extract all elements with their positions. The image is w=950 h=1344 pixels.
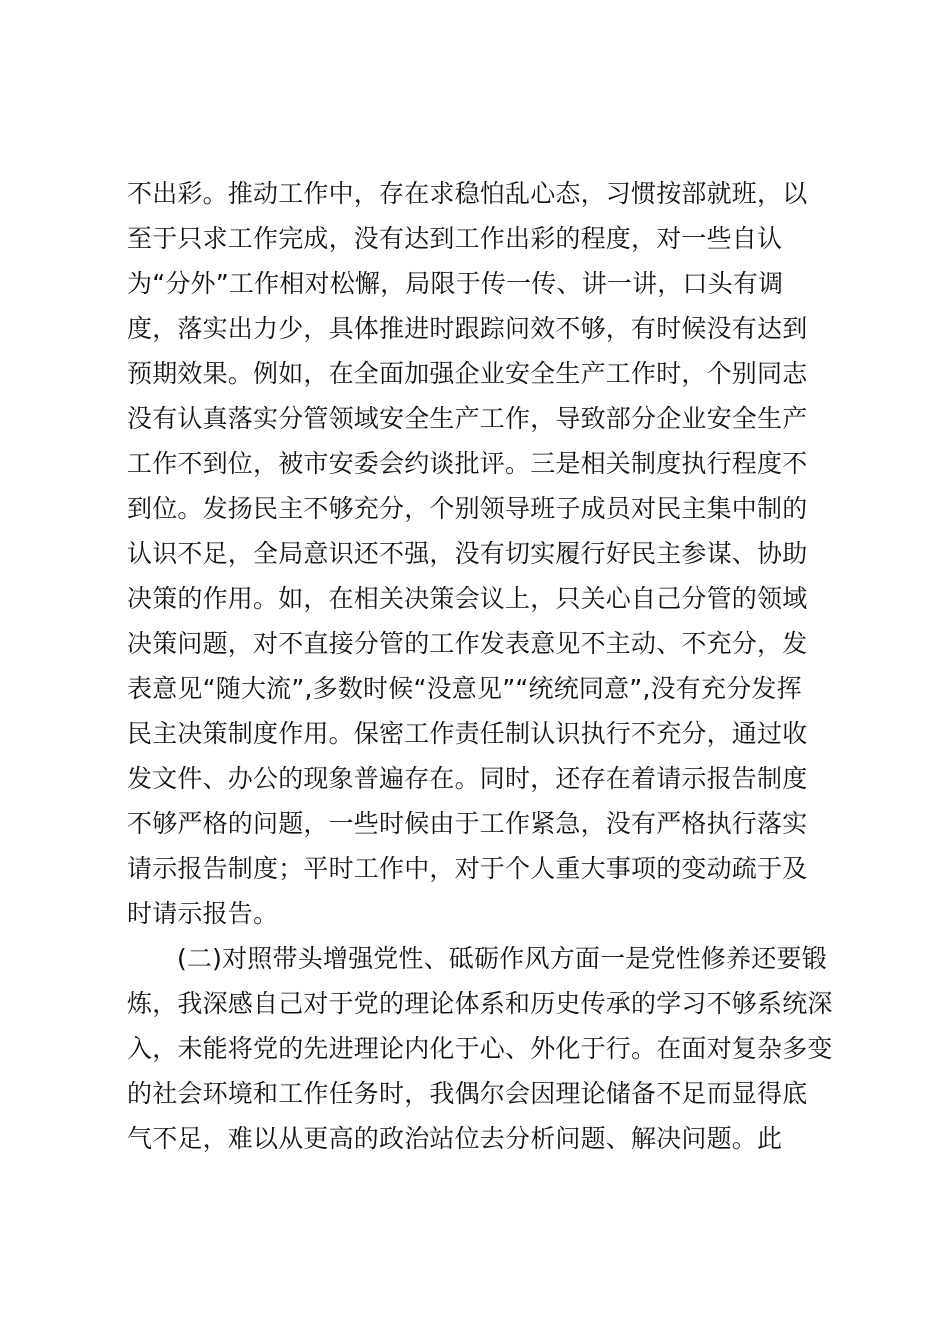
text-line: 认识不足，全局意识还不强，没有切实履行好民主参谋、协助 <box>127 539 808 568</box>
text-line: 工作不到位，被市安委会约谈批评。三是相关制度执行程度不 <box>127 449 808 478</box>
text-line: 的社会环境和工作任务时，我偶尔会因理论储备不足而显得底 <box>127 1079 808 1108</box>
text-line: 炼，我深感自己对于党的理论体系和历史传承的学习不够系统深 <box>127 989 833 1018</box>
text-line: 决策的作用。如，在相关决策会议上，只关心自己分管的领域 <box>127 584 808 613</box>
text-line: 入，未能将党的先进理论内化于心、外化于行。在面对复杂多变 <box>127 1034 833 1063</box>
text-line: 度，落实出力少，具体推进时跟踪问效不够，有时候没有达到 <box>127 314 808 343</box>
text-line: 至于只求工作完成，没有达到工作出彩的程度，对一些自认 <box>127 224 783 253</box>
body-text <box>127 171 833 1161</box>
text-line: 表意见“随大流”,多数时候“没意见”“统统同意”,没有充分发挥 <box>127 674 802 703</box>
text-line: 为“分外”工作相对松懈，局限于传一传、讲一讲，口头有调 <box>127 269 784 298</box>
text-line: 预期效果。例如，在全面加强企业安全生产工作时，个别同志 <box>127 359 808 388</box>
text-line: 气不足，难以从更高的政治站位去分析问题、解决问题。此 <box>127 1124 783 1153</box>
text-line: 发文件、办公的现象普遍存在。同时，还存在着请示报告制度 <box>127 764 808 793</box>
text-line: 民主决策制度作用。保密工作责任制认识执行不充分，通过收 <box>127 719 808 748</box>
text-line: 时请示报告。 <box>127 899 279 928</box>
section-heading-line: (二)对照带头增强党性、砥砺作风方面一是党性修养还要锻 <box>177 944 827 973</box>
text-line: 没有认真落实分管领域安全生产工作，导致部分企业安全生产 <box>127 404 808 433</box>
text-line: 请示报告制度；平时工作中，对于个人重大事项的变动疏于及 <box>127 854 808 883</box>
text-line: 到位。发扬民主不够充分，个别领导班子成员对民主集中制的 <box>127 494 808 523</box>
text-line: 不够严格的问题，一些时候由于工作紧急，没有严格执行落实 <box>127 809 808 838</box>
text-line: 决策问题，对不直接分管的工作发表意见不主动、不充分，发 <box>127 629 808 658</box>
text-line: 不出彩。推动工作中，存在求稳怕乱心态，习惯按部就班，以 <box>127 179 808 208</box>
